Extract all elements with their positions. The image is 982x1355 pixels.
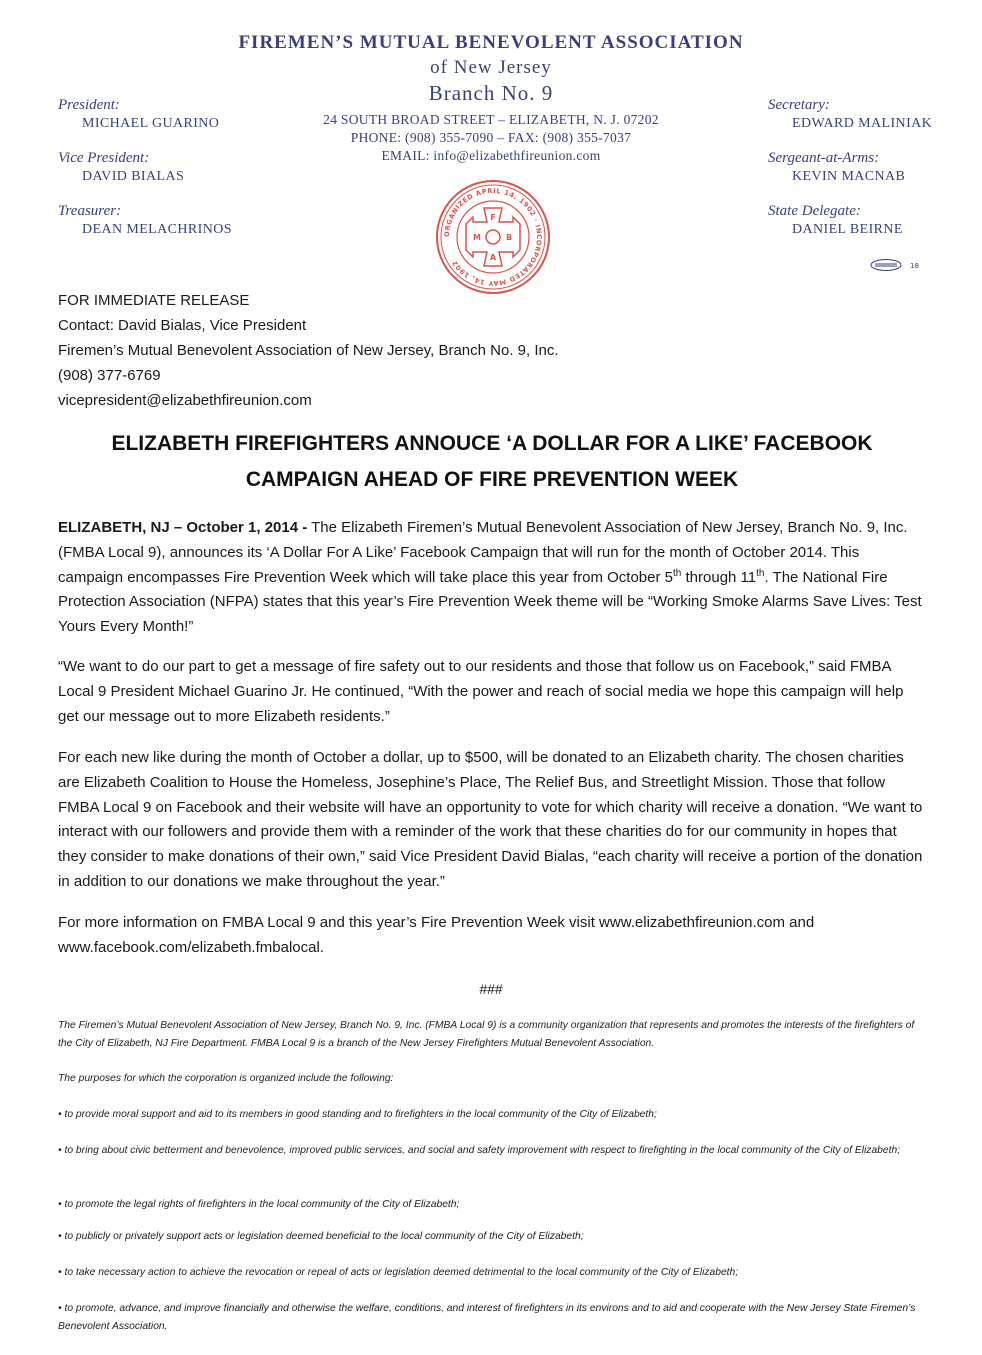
officer-title: Secretary: [768, 97, 830, 113]
officer-name: DANIEL BEIRNE [792, 222, 903, 237]
officer-title: President: [58, 97, 120, 113]
about-text: The Firemen’s Mutual Benevolent Association of New Jersey, Branch No. 9, Inc. (FMBA Local 9) is a community organization that represents and promotes the interests of the firefighters of the City of Elizabeth, NJ Fire Department. FMBA Local 9 is a branch of the New Jersey Firefighters Mutual Benevolent Association. [58, 1020, 915, 1049]
officer-name: DEAN MELACHRINOS [82, 222, 232, 237]
p1-text-c: . The National Fire Protection Association (NFPA) states that this year’s Fire Prevention Week theme will be “Working Smoke Alarms Save Lives: Test Yours Every Month!” [58, 568, 922, 636]
officer-title: Treasurer: [58, 203, 122, 219]
officer-secretary [768, 97, 932, 132]
union-bug-number: 18 [910, 262, 919, 270]
purpose-item [58, 1300, 926, 1336]
contact-person: Contact: David Bialas, Vice President [58, 317, 307, 334]
officer-title: Sergeant-at-Arms: [768, 150, 880, 166]
officer-name: EDWARD MALINIAK [792, 116, 933, 131]
officer-title: Vice President: [58, 150, 150, 166]
letterhead [0, 0, 982, 290]
svg-text:B: B [505, 233, 513, 242]
officer-state-delegate [768, 203, 903, 238]
purpose-text: • to promote, advance, and improve financially and otherwise the welfare, conditions, and interest of firefighters in its environs and to aid and cooperate with the New Jersey State Firemen’s Benevolent Association. [58, 1303, 916, 1332]
purpose-item [58, 1106, 926, 1124]
officer-sergeant-at-arms [768, 150, 905, 185]
officer-title: State Delegate: [768, 203, 861, 219]
press-release-headline [58, 426, 926, 498]
headline-line-2: CAMPAIGN AHEAD OF FIRE PREVENTION WEEK [245, 468, 739, 491]
body-paragraph-4 [58, 911, 924, 961]
release-label: FOR IMMEDIATE RELEASE [58, 292, 250, 309]
purposes-intro-text: The purposes for which the corporation is organized include the following: [58, 1073, 394, 1084]
body-paragraph-3 [58, 746, 924, 895]
officer-name: MICHAEL GUARINO [82, 116, 220, 131]
purpose-item [58, 1142, 926, 1160]
org-subtitle: of New Jersey [430, 57, 552, 78]
officer-name: KEVIN MACNAB [792, 169, 906, 184]
end-mark: ### [479, 981, 503, 997]
purpose-text: • to take necessary action to achieve the revocation or repeal of acts or legislation deemed detrimental to the local community of the City of Elizabeth; [58, 1267, 739, 1278]
union-bug-icon [870, 258, 922, 272]
org-phone: PHONE: (908) 355-7090 – FAX: (908) 355-7037 [350, 130, 632, 145]
headline-line-1: ELIZABETH FIREFIGHTERS ANNOUCE ‘A DOLLAR FOR A LIKE’ FACEBOOK [111, 432, 873, 455]
svg-text:M: M [473, 233, 481, 242]
org-address: 24 SOUTH BROAD STREET – ELIZABETH, N. J. 07202 [323, 112, 659, 127]
p1-sup-1: th [673, 567, 682, 579]
purpose-text: • to promote the legal rights of firefighters in the local community of the City of Elizabeth; [58, 1199, 460, 1210]
officer-name: DAVID BIALAS [82, 169, 185, 184]
p1-sup-2: th [756, 567, 765, 579]
body-paragraph-2 [58, 655, 924, 729]
purpose-item [58, 1196, 926, 1214]
contact-org: Firemen’s Mutual Benevolent Association of New Jersey, Branch No. 9, Inc. [58, 342, 559, 359]
officer-president [58, 97, 219, 132]
org-branch: Branch No. 9 [428, 81, 554, 105]
svg-text:F: F [490, 213, 496, 222]
purpose-text: • to provide moral support and aid to its members in good standing and to firefighters in the local community of the City of Elizabeth; [58, 1109, 657, 1120]
boilerplate-purposes-intro [58, 1070, 926, 1088]
p3-text: For each new like during the month of October a dollar, up to $500, will be donated to an Elizabeth charity. The chosen charities are Elizabeth Coalition to House the Homeless, Josephine’s Place, The Relief Bus, and Streetlight Mission. Those that follow FMBA Local 9 on Facebook and their website will have an opportunity to vote for which charity will receive a donation. “We want to interact with our followers and provide them with a reminder of the work that these charities do for our community in hopes that they consider to make donations of their own,” said Vice President David Bialas, “each charity will receive a portion of the donation in addition to our donations we make throughout the year.” [58, 749, 923, 890]
officer-treasurer [58, 203, 232, 238]
org-email: EMAIL: info@elizabethfireunion.com [381, 148, 601, 163]
p1-text-b: through 11 [681, 568, 757, 586]
seal-text: ORGANIZED APRIL 14, 1902 · INCORPORATED MAY 14, 1902 [442, 186, 544, 288]
svg-text:ORGANIZED APRIL 14, 1902 · INC [443, 187, 543, 287]
purpose-item [58, 1264, 926, 1282]
purpose-text: • to publicly or privately support acts or legislation deemed beneficial to the local community of the City of Elizabeth; [58, 1231, 584, 1242]
org-name: FIREMEN’S MUTUAL BENEVOLENT ASSOCIATION [238, 32, 744, 53]
purpose-text: • to bring about civic betterment and benevolence, improved public services, and social and safety improvement with respect to firefighting in the local community of the City of Elizabeth; [58, 1145, 901, 1156]
purpose-item [58, 1228, 926, 1246]
body-paragraph-1 [58, 516, 924, 640]
contact-phone: (908) 377-6769 [58, 367, 161, 384]
p2-text: “We want to do our part to get a message of fire safety out to our residents and those that follow us on Facebook,” said FMBA Local 9 President Michael Guarino Jr. He continued, “With the power and reach of social media we hope this campaign will help get our message out to more Elizabeth residents.” [58, 658, 904, 725]
svg-text:A: A [489, 253, 497, 262]
p4-text: For more information on FMBA Local 9 and this year’s Fire Prevention Week visit www.elizabethfireunion.com and www.facebook.com/elizabeth.fmbalocal. [58, 914, 815, 956]
contact-email: vicepresident@elizabethfireunion.com [58, 392, 312, 409]
officer-vice-president [58, 150, 184, 185]
dateline: ELIZABETH, NJ – October 1, 2014 - [58, 519, 308, 536]
boilerplate-about [58, 1017, 926, 1053]
p1-text-a: The Elizabeth Firemen’s Mutual Benevolent Association of New Jersey, Branch No. 9, Inc. (FMBA Local 9), announces its ‘A Dollar For A Like’ Facebook Campaign that will run for the month of October 2014. This campaign encompasses Fire Prevention Week which will take place this year from October 5 [58, 519, 908, 586]
contact-block [58, 288, 559, 413]
fmba-seal-icon [434, 178, 552, 296]
